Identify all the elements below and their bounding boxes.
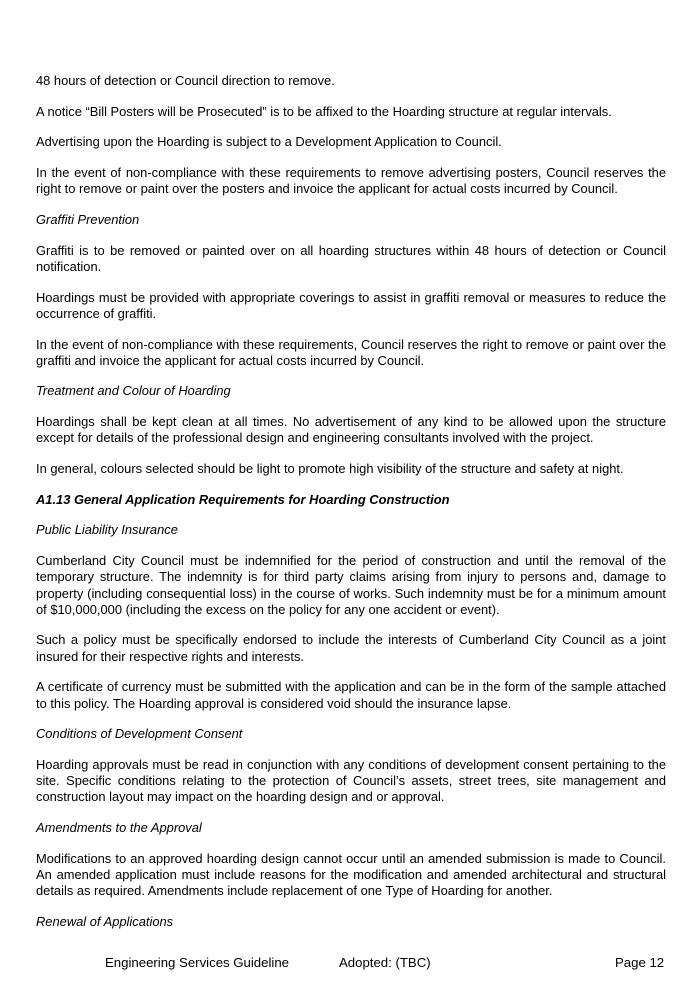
paragraph: A certificate of currency must be submitted with the application and can be in the form of the sample attached to this policy. The Hoarding approval is considered void should the insurance lapse. [36, 679, 666, 711]
footer-document-title: Engineering Services Guideline [105, 955, 290, 970]
paragraph: Hoardings shall be kept clean at all times. No advertisement of any kind to be allowed upon the structure except for details of the professional design and engineering consultants involved with the project. [36, 414, 666, 446]
footer-page-number: Page 12 [615, 955, 665, 970]
section-subheading: Conditions of Development Consent [36, 726, 243, 742]
paragraph: Modifications to an approved hoarding design cannot occur until an amended submission is made to Council. An amended application must include reasons for the modification and amended architectural and structural details as required. Amendments include replacement of one Type of Hoarding for another. [36, 850, 666, 899]
paragraph: In the event of non-compliance with these requirements to remove advertising posters, Council reserves the right to remove or paint over the posters and invoice the applicant for actual costs incurred by Council. [36, 165, 666, 197]
paragraph: Graffiti is to be removed or painted over on all hoarding structures within 48 hours of detection or Council notification. [36, 242, 666, 274]
paragraph: Cumberland City Council must be indemnified for the period of construction and until the removal of the temporary structure. The indemnity is for third party claims arising from injury to persons and, damage to property (including consequential loss) in the course of works. Such indemnity must be for a minimum amount of $10,000,000 (including the excess on the policy for any one accident or event). [36, 553, 666, 617]
paragraph: In the event of non-compliance with these requirements, Council reserves the right to remove or paint over the graffiti and invoice the applicant for actual costs incurred by Council. [36, 336, 666, 368]
document-body [36, 73, 666, 945]
paragraph: A notice “Bill Posters will be Prosecuted” is to be affixed to the Hoarding structure at regular intervals. [36, 103, 612, 119]
paragraph: Such a policy must be specifically endorsed to include the interests of Cumberland City Council as a joint insured for their respective rights and interests. [36, 632, 666, 664]
paragraph: Advertising upon the Hoarding is subject to a Development Application to Council. [36, 134, 502, 150]
section-subheading: Treatment and Colour of Hoarding [36, 383, 231, 399]
paragraph: Hoardings must be provided with appropriate coverings to assist in graffiti removal or measures to reduce the occurrence of graffiti. [36, 289, 666, 321]
paragraph: 48 hours of detection or Council direction to remove. [36, 73, 335, 88]
paragraph: Hoarding approvals must be read in conjunction with any conditions of development consent pertaining to the site. Specific conditions relating to the protection of Council’s assets, street trees, site management and construction layout may impact on the hoarding design and or approval. [36, 756, 666, 805]
paragraph: In general, colours selected should be light to promote high visibility of the structure and safety at night. [36, 461, 624, 477]
footer-adoption-status: Adopted: (TBC) [339, 955, 431, 970]
section-subheading: Graffiti Prevention [36, 212, 140, 228]
section-subheading: Public Liability Insurance [36, 522, 178, 538]
section-heading: A1.13 General Application Requirements for Hoarding Construction [36, 491, 450, 507]
section-subheading: Renewal of Applications [36, 913, 174, 929]
section-subheading: Amendments to the Approval [36, 820, 202, 836]
